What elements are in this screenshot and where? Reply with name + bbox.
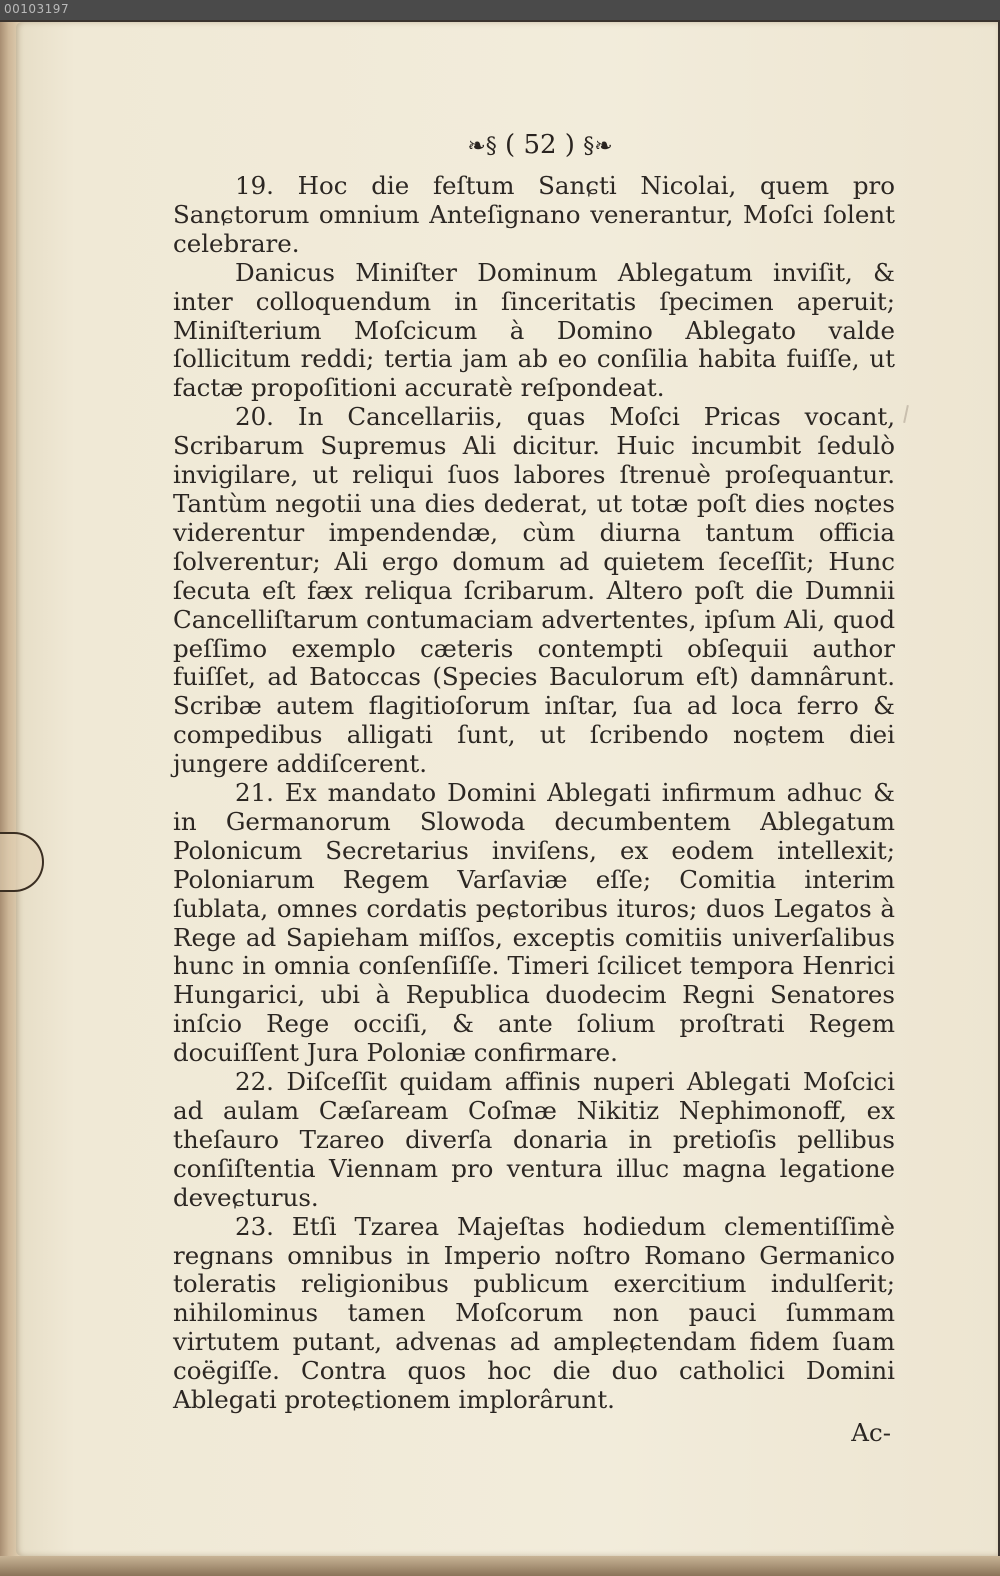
paragraph-19: 19. Hoc die feſtum Sanɕti Nicolai, quem pro Sanɕtorum omnium Anteſignano venerantur, Moſci ſolent celebrare. <box>173 171 895 258</box>
scan-id: 00103197 <box>4 2 70 16</box>
paragraph-22: 22. Diſceſſit quidam affinis nuperi Ablegati Moſcici ad aulam Cæſaream Coſmæ Nikitiz Nephimonoff, ex theſauro Tzareo diverſa donaria in pretioſis pellibus conſiſtentia Viennam pro ventura illuc magna legatione deveɕturus. <box>173 1067 895 1212</box>
page-number: ( 52 ) <box>505 130 575 160</box>
paragraph-danicus: Danicus Miniſter Dominum Ablegatum inviſit, & inter colloquendum in ſinceritatis ſpecimen aperuit; Miniſterium Moſcicum à Domino Ablegato valde ſollicitum reddi; tertia jam ab eo conſilia habita fuiſſe, ut factæ propoſitioni accuratè reſpondeat. <box>173 257 895 403</box>
paragraph-21: 21. Ex mandato Domini Ablegati infirmum adhuc & in Germanorum Slowoda decumbentem Ablegatum Polonicum Secretarius inviſens, ex eodem intellexit; Poloniarum Regem Varſaviæ eſſe; Comitia interim ſublata, omnes cordatis peɕtoribus ituros; duos Legatos à Rege ad Sapieham miſſos, exceptis comitiis univerſalibus hunc in omnia conſenſiſſe. Timeri ſcilicet tempora Henrici Hungarici, ubi à Republica duodecim Regni Senatores inſcio Rege occiſi, & ante ſolium proſtrati Regem docuiſſent Jura Poloniæ confirmare. <box>173 778 895 1068</box>
catchword: Ac- <box>851 1417 891 1447</box>
page-bottom-edge <box>0 1556 1000 1576</box>
paragraph-23: 23. Etſi Tzarea Majeſtas hodiedum clementiſſimè regnans omnibus in Imperio noſtro Romano Germanico toleratis religionibus publicum exercitium indulſerit; nihilominus tamen Moſcorum non pauci ſummam virtutem putant, advenas ad ampleɕtendam fidem ſuam coëgiſſe. Contra quos hoc die duo catholici Domini Ablegati proteɕtionem implorârunt. <box>173 1211 895 1415</box>
scan-id-bar <box>0 0 1000 20</box>
page-header <box>445 128 635 164</box>
ornament-left-icon: ❧§ <box>467 134 497 159</box>
paragraph-20: 20. In Cancellariis, quas Moſci Pricas vocant, Scribarum Supremus Ali dicitur. Huic incumbit ſedulò invigilare, ut reliqui ſuos labores ſtrenuè proſequantur. Tantùm negotii una dies dederat, ut totæ poſt dies noɕtes viderentur impendendæ, cùm diurna tantum officia ſolverentur; Ali ergo domum ad quietem ſeceſſit; Hunc ſecuta eſt fæx reliqua ſcribarum. Altero poſt die Dumnii Cancelliſtarum contumaciam advertentes, ipſum Ali, quod peſſimo exemplo cæteris contempti obſequii author fuiſſet, ad Batoccas (Species Baculorum eſt) damnârunt. Scribæ autem flagitioſorum inſtar, ſua ad loca ferro & compedibus alligati ſunt, ut ſcribendo noɕtem diei jungere addiſcerent. <box>173 402 895 779</box>
ornament-right-icon: §❧ <box>583 134 613 159</box>
page-body <box>173 172 895 1448</box>
